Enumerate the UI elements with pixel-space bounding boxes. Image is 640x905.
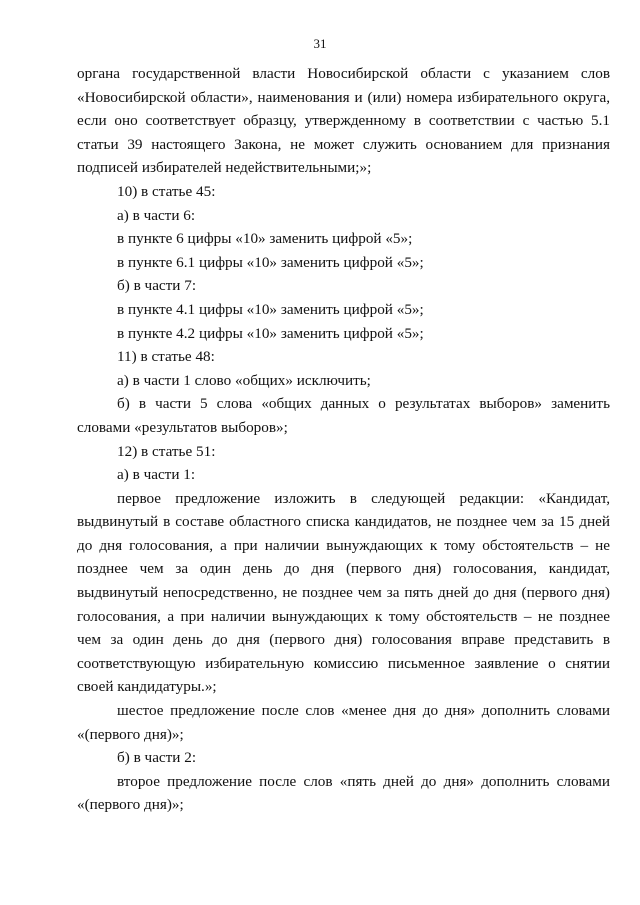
- paragraph-second-sentence: второе предложение после слов «пять дней до дня» дополнить словами «(первого дня)»;: [77, 772, 610, 814]
- paragraph-first-sentence: первое предложение изложить в следующей редакции: «Кандидат, выдвинутый в составе областного списка кандидатов, не позднее чем за 15 дней до дня голосования, а при наличии вынуждающих к тому обстоятельств – не позднее чем за один день до дня (первого дня) голосования, кандидат, выдвинутый непосредственно, не позднее чем за пять дней до дня (первого дня) голосования, а при наличии вынуждающих к тому обстоятельств – не позднее чем за один день до дня (первого дня) голосования вправе представить в соответствующую избирательную комиссию письменное заявление о снятии своей кандидатуры.»;: [77, 489, 610, 696]
- paragraph-subitem-b-48: б) в части 5 слова «общих данных о результатах выборов» заменить словами «результатов выборов»;: [77, 395, 610, 436]
- paragraph-point-4-1: в пункте 4.1 цифры «10» заменить цифрой «5»;: [117, 300, 424, 318]
- paragraph-item-10: 10) в статье 45:: [117, 182, 216, 200]
- page-number: 31: [313, 36, 327, 51]
- paragraph-item-11: 11) в статье 48:: [117, 348, 215, 366]
- paragraph-subitem-a-48: а) в части 1 слово «общих» исключить;: [117, 371, 371, 389]
- paragraph-subitem-a: а) в части 6:: [117, 206, 196, 224]
- paragraph-point-4-2: в пункте 4.2 цифры «10» заменить цифрой «5»;: [117, 324, 424, 342]
- paragraph-subitem-b-51: б) в части 2:: [117, 749, 197, 767]
- paragraph-point-6: в пункте 6 цифры «10» заменить цифрой «5»;: [117, 230, 413, 248]
- paragraph-subitem-b: б) в части 7:: [117, 277, 197, 295]
- paragraph-continuation: органа государственной власти Новосибирской области с указанием слов «Новосибирской области», наименования и (или) номера избирательного округа, если оно соответствует образцу, утвержденному в соответствии с частью 5.1 статьи 39 настоящего Закона, не может служить основанием для признания подписей избирателей недействительными;»;: [77, 65, 610, 177]
- paragraph-subitem-a-51: а) в части 1:: [117, 466, 196, 484]
- paragraph-item-12: 12) в статье 51:: [117, 442, 216, 460]
- paragraph-point-6-1: в пункте 6.1 цифры «10» заменить цифрой «5»;: [117, 253, 424, 271]
- paragraph-sixth-sentence: шестое предложение после слов «менее дня до дня» дополнить словами «(первого дня)»;: [77, 702, 610, 743]
- document-body: [77, 62, 610, 817]
